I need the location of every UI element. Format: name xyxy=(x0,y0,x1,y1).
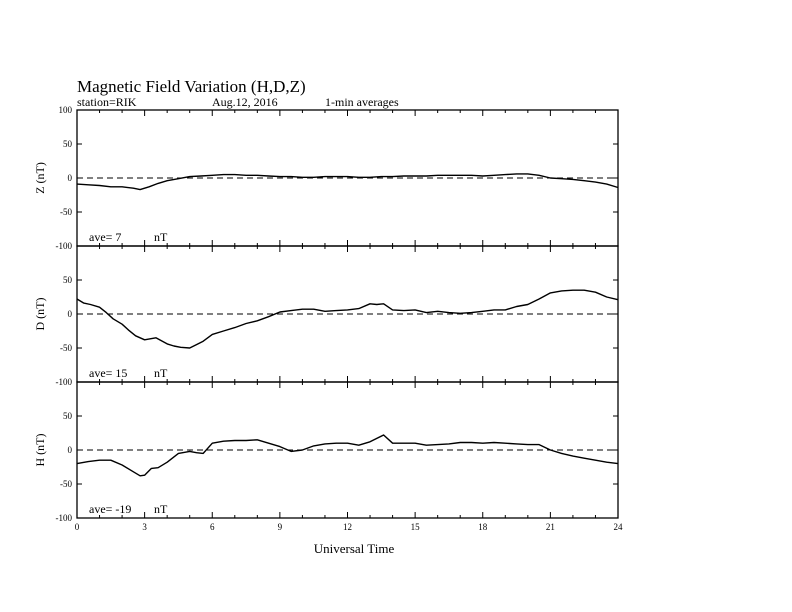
y-tick-label: -100 xyxy=(55,241,72,251)
x-tick-label: 6 xyxy=(210,522,215,532)
x-tick-label: 0 xyxy=(74,522,80,532)
average-label: ave= 7 xyxy=(89,230,122,244)
x-tick-label: 24 xyxy=(613,522,623,532)
panel-z xyxy=(33,105,618,251)
y-tick-label: 50 xyxy=(63,411,72,421)
x-axis-label: Universal Time xyxy=(313,541,395,556)
average-label: ave= -19 xyxy=(89,502,132,516)
y-axis-label: Z (nT) xyxy=(33,162,47,194)
x-tick-label: 12 xyxy=(343,522,352,532)
date-label: Aug.12, 2016 xyxy=(212,95,278,109)
station-label: station=RIK xyxy=(77,95,137,109)
panel-d xyxy=(33,246,618,387)
x-axis-ticks xyxy=(75,522,623,532)
series-line-h xyxy=(77,435,618,476)
x-tick-label: 9 xyxy=(277,522,283,532)
x-tick-label: 3 xyxy=(142,522,147,532)
averaging-label: 1-min averages xyxy=(325,95,399,109)
chart-panels xyxy=(33,105,618,523)
x-tick-label: 18 xyxy=(478,522,488,532)
average-unit: nT xyxy=(154,366,168,380)
y-tick-label: 0 xyxy=(67,309,72,319)
y-tick-label: -100 xyxy=(55,377,72,387)
y-tick-label: 50 xyxy=(63,139,72,149)
x-tick-label: 15 xyxy=(410,522,420,532)
series-line-z xyxy=(77,174,618,190)
y-tick-label: 100 xyxy=(58,105,72,115)
y-tick-label: -50 xyxy=(60,207,72,217)
y-tick-label: -50 xyxy=(60,479,72,489)
average-unit: nT xyxy=(154,502,168,516)
y-tick-label: 0 xyxy=(67,445,72,455)
panel-h xyxy=(33,382,618,523)
chart-title: Magnetic Field Variation (H,D,Z) xyxy=(77,77,306,96)
y-tick-label: -50 xyxy=(60,343,72,353)
y-tick-label: 50 xyxy=(63,275,72,285)
x-tick-label: 21 xyxy=(545,522,555,532)
average-label: ave= 15 xyxy=(89,366,128,380)
series-line-d xyxy=(77,290,618,348)
y-tick-label: -100 xyxy=(55,513,72,523)
y-axis-label: H (nT) xyxy=(33,433,47,467)
average-unit: nT xyxy=(154,230,168,244)
y-tick-label: 0 xyxy=(67,173,72,183)
y-axis-label: D (nT) xyxy=(33,297,47,331)
